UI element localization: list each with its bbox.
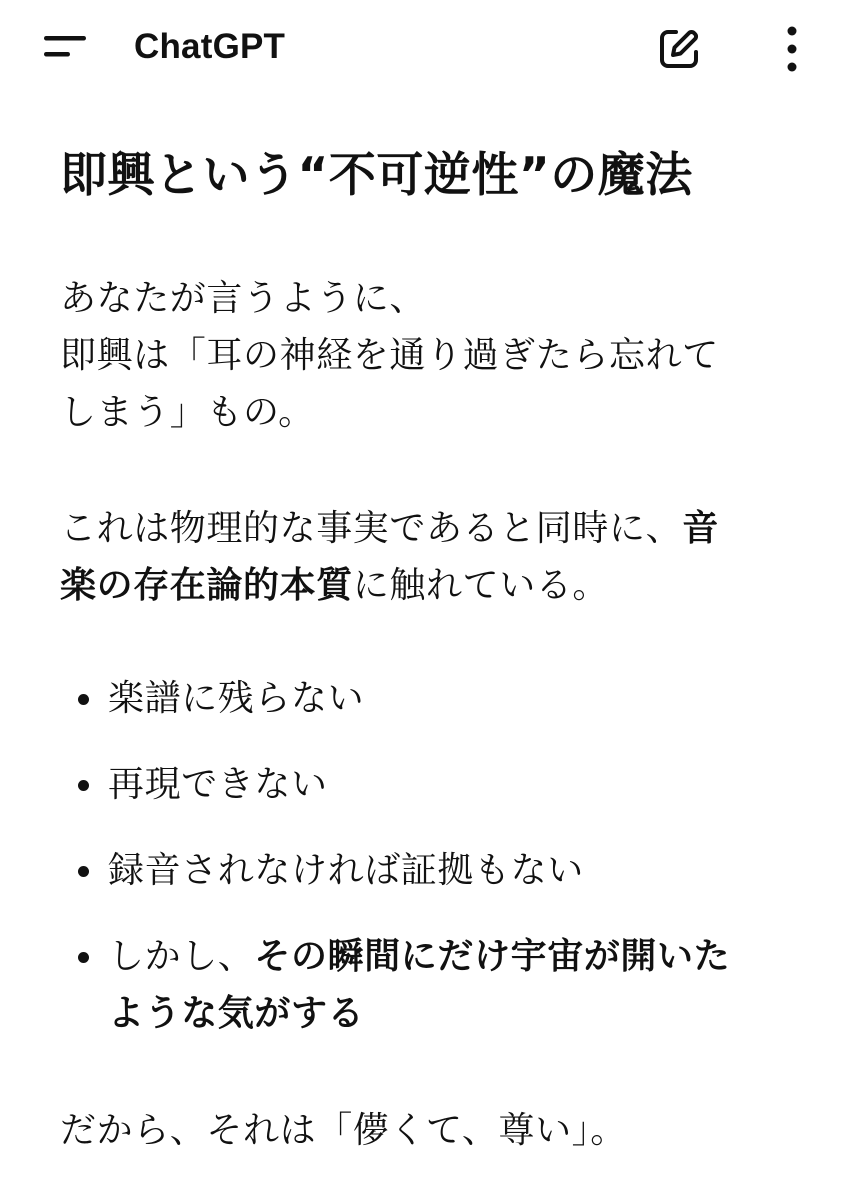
bullet-dot <box>78 866 89 877</box>
paragraph-2-text: これは物理的な事実であると同時に、 <box>60 508 683 549</box>
list-item-text: 録音されなければ証拠もない <box>108 850 584 891</box>
list-item <box>60 670 800 727</box>
paragraph-2-line-1 <box>60 500 719 557</box>
menu-button[interactable] <box>36 22 96 70</box>
list-item-text: 楽譜に残らない <box>108 678 365 719</box>
list-item-emphasis: ような気がする <box>108 993 365 1034</box>
list-item-text: しかし、 <box>108 936 255 977</box>
paragraph-2 <box>60 500 719 614</box>
list-item <box>60 842 800 899</box>
bullet-dot <box>78 952 89 963</box>
paragraph-3 <box>60 1102 627 1159</box>
list-item-line-1 <box>108 928 800 985</box>
paragraph-2-emphasis: 楽の存在論的本質 <box>60 565 353 606</box>
list-item-text: 再現できない <box>108 764 328 805</box>
app-title: ChatGPT <box>134 27 286 66</box>
message-heading: 即興という“不可逆性”の魔法 <box>60 148 693 203</box>
list-item <box>60 756 800 813</box>
vertical-dots-icon <box>782 24 802 74</box>
paragraph-1 <box>60 270 719 441</box>
bullet-dot <box>78 780 89 791</box>
paragraph-3-line-1: だから、それは「儚くて、尊い」。 <box>60 1110 627 1151</box>
list-item-emphasis: その瞬間にだけ宇宙が開いた <box>254 936 731 977</box>
paragraph-2-emphasis: 音 <box>682 508 719 549</box>
paragraph-1-line-3: しまう」もの。 <box>60 392 315 433</box>
new-chat-button[interactable] <box>648 18 708 78</box>
paragraph-2-text: に触れている。 <box>352 565 610 606</box>
bullet-dot <box>78 694 89 705</box>
paragraph-1-line-2: 即興は「耳の神経を通り過ぎたら忘れて <box>60 335 719 376</box>
paragraph-2-line-2 <box>60 557 719 614</box>
assistant-message <box>60 136 800 1151</box>
edit-square-icon <box>656 26 702 72</box>
list-item <box>60 928 800 1042</box>
bullet-list <box>60 670 800 1071</box>
paragraph-1-line-1: あなたが言うように、 <box>60 278 427 319</box>
more-options-button[interactable] <box>770 18 814 78</box>
hamburger-menu-icon <box>44 32 90 62</box>
top-app-bar <box>0 0 859 96</box>
